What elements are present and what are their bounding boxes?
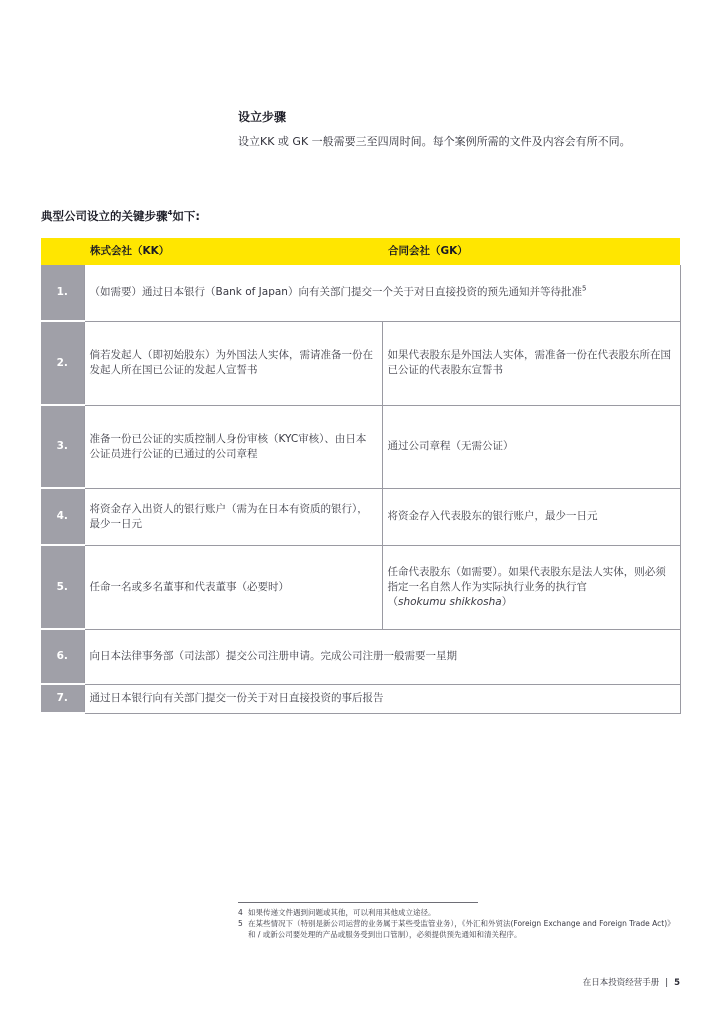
steps-table	[41, 238, 681, 714]
step-shared-cell: 通过日本银行向有关部门提交一份关于对日直接投资的事后报告	[84, 684, 680, 713]
page-footer	[583, 976, 680, 988]
page-number: 5	[674, 978, 680, 988]
table-heading-text: 典型公司设立的关键步骤	[41, 209, 168, 223]
header-gk: 合同会社（GK）	[382, 238, 680, 265]
table-row	[41, 265, 680, 321]
footnote-number: 4	[238, 908, 243, 917]
footer-separator: |	[665, 978, 669, 988]
step-gk-cell: 通过公司章程（无需公证）	[382, 405, 680, 488]
step-text: （如需要）通过日本银行（Bank of Japan）向有关部门提交一个关于对日直接投资的预先通知并等待批准	[89, 286, 582, 299]
footnote-text: 在某些情况下（特别是新公司运营的业务属于某些受监管业务），《外汇和外贸法(Foreign Exchange and Foreign Trade Act)》和 / 或新公司要处理的产品或服务受到出口管制），必须提供预先通知和清关程序。	[248, 919, 675, 939]
table-row	[41, 629, 680, 684]
table-row	[41, 684, 680, 713]
table-row	[41, 321, 680, 405]
footnote-divider	[238, 902, 478, 903]
header-kk: 株式会社（KK）	[84, 238, 382, 265]
footnote-item	[238, 918, 678, 940]
step-kk-cell: 准备一份已公证的实质控制人身份审核（KYC审核）、由日本公证员进行公证的已通过的公司章程	[84, 405, 382, 488]
intro-section	[238, 108, 638, 150]
step-kk-cell: 倘若发起人（即初始股东）为外国法人实体，需请准备一份在发起人所在国已公证的发起人宣誓书	[84, 321, 382, 405]
step-number: 4.	[41, 488, 84, 545]
step-number: 1.	[41, 265, 84, 321]
table-heading-suffix: 如下:	[172, 209, 200, 223]
step-kk-cell: 任命一名或多名董事和代表董事（必要时）	[84, 545, 382, 629]
step-gk-cell: 将资金存入代表股东的银行账户，最少一日元	[382, 488, 680, 545]
step-number: 7.	[41, 684, 84, 713]
step-number: 2.	[41, 321, 84, 405]
table-header-row	[41, 238, 680, 265]
section-body: 设立KK 或 GK 一般需要三至四周时间。每个案例所需的文件及内容会有所不同。	[238, 135, 631, 148]
step-number: 3.	[41, 405, 84, 488]
footer-title: 在日本投资经营手册	[582, 978, 660, 988]
step-kk-cell: 将资金存入出资人的银行账户（需为在日本有资质的银行），最少一日元	[84, 488, 382, 545]
table-heading-footnote-ref[interactable]: 4	[167, 209, 173, 218]
table-row	[41, 405, 680, 488]
footnote-text: 如果传递文件遇到问题或其他，可以利用其他成立途径。	[248, 908, 436, 917]
footnote-item	[238, 907, 678, 918]
table-row	[41, 488, 680, 545]
footnote-number: 5	[238, 919, 243, 928]
footnote-ref[interactable]: 5	[581, 284, 587, 293]
step-number: 5.	[41, 545, 84, 629]
step-shared-cell	[84, 265, 680, 321]
step-shared-cell: 向日本法律事务部（司法部）提交公司注册申请。完成公司注册一般需要一星期	[84, 629, 680, 684]
step-gk-text: 任命代表股东（如需要）。如果代表股东是法人实体，则必须指定一名自然人作为实际执行业务的执行官	[387, 565, 666, 593]
step-gk-cell: 如果代表股东是外国法人实体，需准备一份在代表股东所在国已公证的代表股东宣誓书	[382, 321, 680, 405]
header-num-cell	[41, 238, 84, 265]
step-gk-term: shokumu shikkosha	[398, 595, 502, 608]
section-title: 设立步骤	[238, 110, 287, 124]
table-heading	[41, 208, 200, 224]
step-gk-cell: 任命代表股东（如需要）。如果代表股东是法人实体，则必须指定一名自然人作为实际执行业务的执行官 （shokumu shikkosha）	[382, 545, 680, 629]
footnotes	[238, 907, 678, 940]
table-row	[41, 545, 680, 629]
step-number: 6.	[41, 629, 84, 684]
